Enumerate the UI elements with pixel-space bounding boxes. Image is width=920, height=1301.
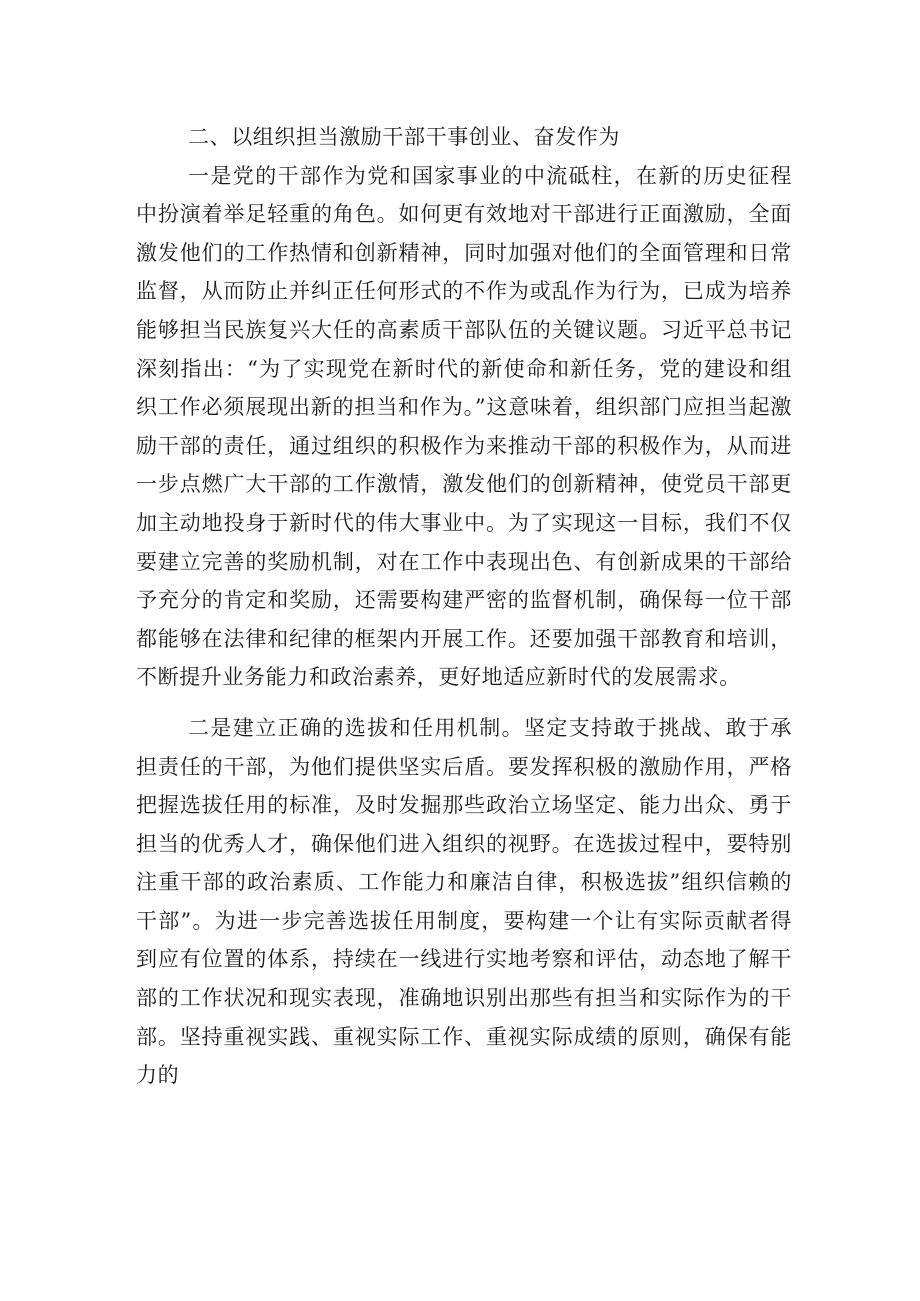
document-body xyxy=(136,118,792,1095)
section-heading: 二、以组织担当激励干部干事创业、奋发作为 xyxy=(188,125,620,149)
paragraph-2: 二是建立正确的选拔和任用机制。坚定支持敢于挑战、敢于承担责任的干部，为他们提供坚实后盾。要发挥积极的激励作用，严格把握选拔任用的标准，及时发掘那些政治立场坚定、能力出众、勇于担当的优秀人才，确保他们进入组织的视野。在选拔过程中，要特别注重干部的政治素质、工作能力和廉洁自律，积极选拔”组织信赖的干部”。为进一步完善选拔任用制度，要构建一个让有实际贡献者得到应有位置的体系，持续在一线进行实地考察和评估，动态地了解干部的工作状况和现实表现，准确地识别出那些有担当和实际作为的干部。坚持重视实践、重视实际工作、重视实际成绩的原则，确保有能力的 xyxy=(136,715,792,1088)
paragraph-1: 一是党的干部作为党和国家事业的中流砥柱，在新的历史征程中扮演着举足轻重的角色。如何更有效地对干部进行正面激励，全面激发他们的工作热情和创新精神，同时加强对他们的全面管理和日常监督，从而防止并纠正任何形式的不作为或乱作为行为，已成为培养能够担当民族复兴大任的高素质干部队伍的关键议题。习近平总书记深刻指出：“为了实现党在新时代的新使命和新任务，党的建设和组织工作必须展现出新的担当和作为。”这意味着，组织部门应担当起激励干部的责任，通过组织的积极作为来推动干部的积极作为，从而进一步点燃广大干部的工作激情，激发他们的创新精神，使党员干部更加主动地投身于新时代的伟大事业中。为了实现这一目标，我们不仅要建立完善的奖励机制，对在工作中表现出色、有创新成果的干部给予充分的肯定和奖励，还需要构建严密的监督机制，确保每一位干部都能够在法律和纪律的框架内开展工作。还要加强干部教育和培训，不断提升业务能力和政治素养，更好地适应新时代的发展需求。 xyxy=(136,163,792,690)
